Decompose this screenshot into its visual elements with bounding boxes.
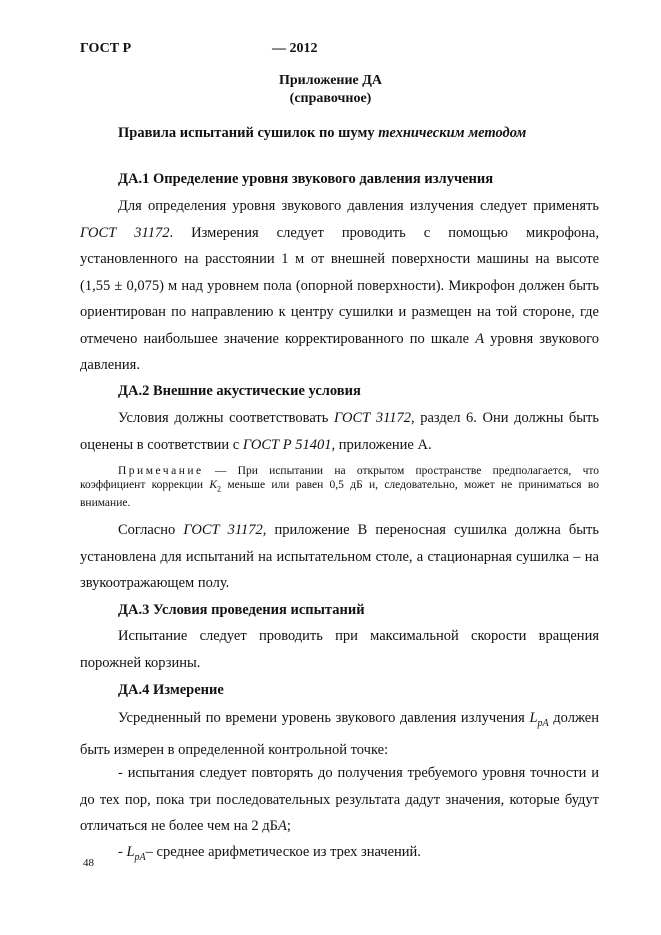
section-4-paragraph-1: Усредненный по времени уровень звукового давления излучения $L_{pA}$ должен быть измерен в определенной контрольной точке:: [80, 710, 599, 759]
section-3-paragraph: Испытание следует проводить при максимальной скорости вращения порожней корзины.: [80, 628, 599, 671]
header-year: — 2012: [272, 41, 318, 56]
section-2-paragraph-1: Условия должны соответствовать ГОСТ 31172, раздел 6. Они должны быть оценены в соответствии с ГОСТ Р 51401, приложение А.: [80, 410, 599, 453]
section-4-paragraph-2: - испытания следует повторять до получения требуемого уровня точности и до тех пор, пока три последовательных результата дадут значения, которые будут отличаться не более чем на 2 дБА;: [80, 765, 599, 834]
section-heading-3: ДА.3 Условия проведения испытаний: [118, 602, 365, 618]
section-heading-1: ДА.1 Определение уровня звукового давления излучения: [118, 171, 494, 187]
section-heading-2: ДА.2 Внешние акустические условия: [118, 383, 361, 399]
reference-gost-31172: ГОСТ 31172: [80, 224, 170, 241]
symbol-L: L: [529, 710, 538, 726]
reference-gost-31172: ГОСТ 31172,: [333, 410, 415, 426]
header-standard-code: ГОСТ Р: [80, 41, 132, 56]
note-label: Примечание: [118, 465, 204, 477]
note: Примечание — При испытании на открытом пространстве предполагается, что коэффициент коррекции $K_2$ меньше или равен 0,5 дБ и, следовательно, может не приниматься во внимание.: [80, 465, 599, 510]
section-heading-4: ДА.4 Измерение: [118, 682, 224, 698]
appendix-title: Приложение ДА: [278, 73, 383, 88]
document-title-italic: техническим методом: [378, 125, 527, 141]
page-number: 48: [83, 857, 94, 869]
reference-gost-31172: ГОСТ 31172,: [183, 522, 267, 538]
reference-gost-r-51401: ГОСТ Р 51401,: [242, 436, 336, 453]
section-2-paragraph-2: Согласно ГОСТ 31172, приложение В переносная сушилка должна быть установлена для испытаний на испытательном столе, а стационарная сушилка – на звукоотражающем полу.: [80, 522, 599, 591]
section-4-paragraph-3: - $L_{pA}-$ среднее арифметическое из трех значений.: [118, 844, 421, 863]
document-title: [118, 125, 526, 142]
document-title-text: Правила испытаний сушилок по шуму: [118, 125, 379, 141]
section-1-paragraph: Для определения уровня звукового давления излучения следует применять ГОСТ 31172. Измерения следует проводить с помощью микрофона, установленного на расстоянии 1 м от внешней поверхности машины на высоте (1,55 ± 0,075) м над уровнем пола (опорной поверхности). Микрофон должен быть ориентирован по направлению к центру сушилки и размещен на той стороне, где отмечено наибольшее значение корректированного по шкале А уровня звукового давления.: [80, 198, 599, 373]
appendix-subtitle: (справочное): [289, 91, 372, 106]
